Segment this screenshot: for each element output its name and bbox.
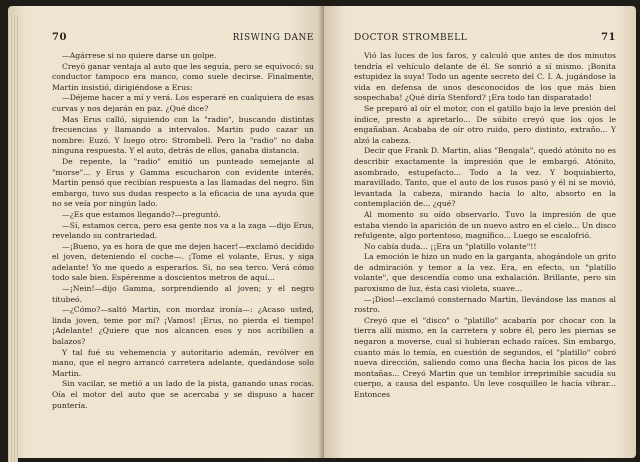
- paragraph: —¿Es que estamos llegando?—preguntó.: [62, 209, 221, 219]
- paragraph: Creyó que el "disco" o "platillo" acabaría por chocar con la tierra allí mismo, en la carretera y sobre él, pero les piernas se negaron a moverse, cual si hubieran echado raíces. Sin embargo, cuanto más lo temía, en cuestión de segundos, el "platillo" cobró nueva dirección, saliendo como una flecha hacia los picos de las montañas... Creyó Martin que un temblor irreprimible sacudía su cuerpo, a causa del espanto. Un leve cosquilleo le hacía vibrar... Entonces: [354, 315, 616, 399]
- paragraph: —¿Cómo?—saltó Martin, con mordaz ironía—: ¿Acaso usted, linda joven, teme por mí? ¡Vamos! ¡Erus, no pierda el tiempo! ¡Adelante! ¿Quiere que nos alcancen esos y nos acribillen a balazos?: [52, 305, 314, 347]
- paragraph: Creyó ganar ventaja al auto que les seguía, pero se equivocó: su conductor tampoco era manco, como suele decirse. Finalmente, Martin insistió, dirigiéndose a Erus:: [52, 61, 314, 92]
- paragraph: Y tal fué su vehemencia y autoritario ademán, revólver en mano, que el negro arrancó carretera adelante, quedándose solo Martin.: [52, 347, 314, 378]
- paragraph: —Déjeme hacer a mí y verá. Los esperaré en cualquiera de esas curvas y nos dejarán en paz. ¿Qué dice?: [52, 93, 314, 113]
- paragraph: Sin vacilar, se metió a un lado de la pista, ganando unas rocas. Oía el motor del auto que se acercaba y se dispuso a hacer puntería.: [52, 379, 314, 410]
- page-stack-edge: [8, 16, 18, 462]
- paragraph: Mas Erus calló, siguiendo con la "radio", buscando distintas frecuencias y llamando a intervalos. Martin pudo cazar un nombre: Euzó. Y luego otro: Strombell. Pero la "radio" no daba ninguna respuesta. Y el auto, detrás de ellos, ganaba distancia.: [52, 114, 314, 156]
- paragraph: —Agárrese si no quiere darse un golpe.: [62, 51, 217, 60]
- paragraph: —¡Nein!—dijo Gamma, sorprendiendo al joven; y el negro titubeó.: [52, 284, 314, 304]
- right-page: [324, 6, 636, 458]
- right-page-number: 71: [601, 32, 616, 43]
- right-page-text: [354, 51, 616, 401]
- right-page-header: [354, 32, 616, 43]
- left-running-head: RISWING DANE: [232, 33, 314, 43]
- paragraph: —¡Dios!—exclamó consternado Martin, llevándose las manos al rostro.: [354, 294, 616, 315]
- left-page-header: [52, 32, 314, 43]
- paragraph: —Sí, estamos cerca, pero esa gente nos va a la zaga —dijo Erus, revelando su contrariedad.: [52, 220, 314, 241]
- paragraph: Decir que Frank D. Martin, alias "Bengala", quedó atónito no es describir exactamente la impresión que le embargó. Atónito, asombrado, estupefacto... Todo a la vez. Y boquiabierto, maravillado. Tanto, que el auto de los rusos pasó y él ni se movió, levantada la cabeza, mirando hacia lo alto, absorto en la contemplación de... ¿qué?: [354, 146, 616, 209]
- paragraph: La emoción le hizo un nudo en la garganta, ahogándole un grito de admiración y temor a la vez. Era, en efecto, un "platillo volante", que descendía como una exhalación. Brillante, pero sin paroxismo de luz, ésta casi violeta, suave...: [354, 252, 616, 294]
- paragraph: De repente, la "radio" emitió un punteado semejante al "morse"... y Erus y Gamma escucharon con evidente interés. Martin pensó que recibían respuesta a las llamadas del negro. Sin embargo, tuvo sus dudas respecto a la eficacia de una ayuda que no se veía por ningún lado.: [52, 156, 314, 209]
- left-page-number: 70: [52, 32, 67, 43]
- left-page: [8, 6, 324, 458]
- paragraph: Al momento su oído observarlo. Tuvo la impresión de que estaba viendo la aparición de un nuevo astro en el cielo... Un disco refulgente, algo portentoso, magnífico... Luego se escalofrió.: [354, 209, 616, 241]
- paragraph: No cabía duda... ¡¡Era un "platillo volante"!!: [364, 241, 537, 251]
- right-running-head: DOCTOR STROMBELL: [354, 33, 468, 43]
- paragraph: Vió las luces de los faros, y calculó que antes de dos minutos tendría el vehículo delante de él. Se sonrió a sí mismo. ¡Bonita estupidez la suya! Todo un agente secreto del C. I. A. jugándose la vida en defensa de unos desconocidos de los que más bien sospechaba! ¿Qué diría Stenford? ¡Era todo tan disparatado!: [354, 51, 616, 103]
- left-page-text: [52, 51, 314, 411]
- paragraph: Se preparó al oír el motor, con el gatillo bajo la leve presión del índice, presto a apretarlo... De súbito creyó que los ojos le engañaban. Acababa de oír otro ruido, pero distinto, extraño... Y alzó la cabeza.: [354, 103, 616, 145]
- paragraph: —¡Bueno, ya es hora de que me dejen hacer!—exclamó decidido el joven, deteniendo el coche—. ¡Tome el volante, Erus, y siga adelante! Yo me quedo a esperarlos. Si, no sea terco. Verá cómo todo sale bien. Espérenme a doscientos metros de aquí...: [52, 241, 314, 283]
